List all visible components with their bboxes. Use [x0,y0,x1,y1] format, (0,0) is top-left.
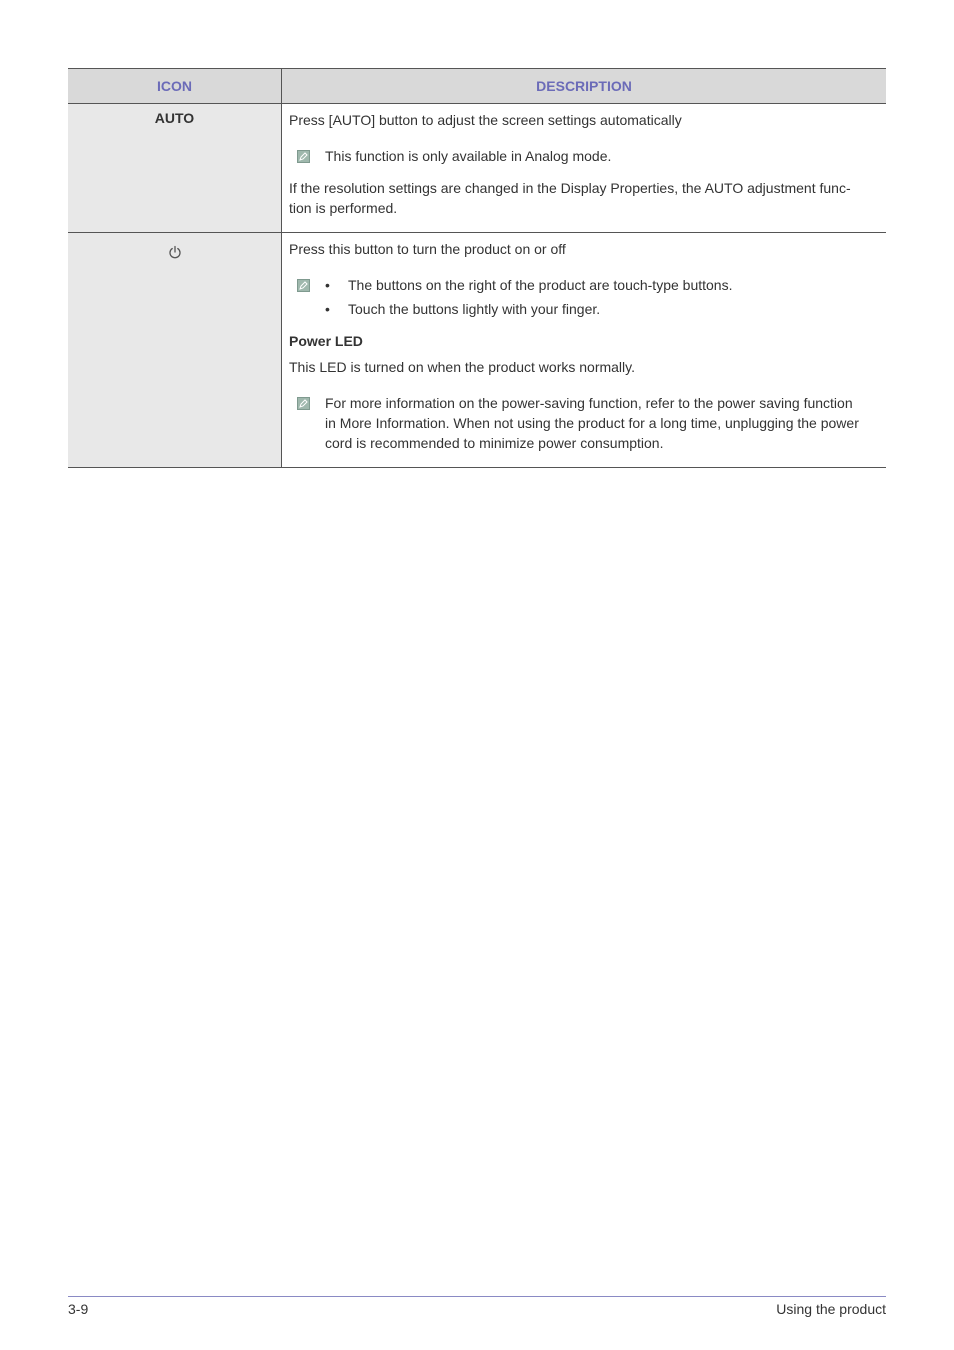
auto-line-2: If the resolution settings are changed in the Display Properties, the AUTO adjustment func- [289,180,851,196]
header-description: DESCRIPTION [282,69,887,104]
icon-description-table [68,68,886,468]
note [289,146,878,166]
note-line-1: For more information on the power-saving function, refer to the power saving function [325,395,853,411]
auto-description-text-2 [289,178,878,218]
power-led-text: This LED is turned on when the product works normally. [289,359,636,375]
bullet-marker: • [325,277,330,293]
note [289,393,878,453]
note-text: This function is only available in Analog mode. [325,148,612,164]
power-icon [168,245,182,262]
bullet-text: The buttons on the right of the product are touch-type buttons. [348,277,733,293]
table-header-row [68,69,886,104]
bullet-marker: • [325,301,330,317]
auto-icon-label: AUTO [68,104,282,233]
table-row [68,233,886,468]
table-row [68,104,886,233]
power-led-heading: Power LED [289,333,363,349]
power-description [282,233,887,468]
bullet-item [289,275,878,295]
note-icon [297,150,310,163]
bullet-item [289,299,878,319]
power-description-text: Press this button to turn the product on or off [289,241,566,257]
note-icon [297,279,310,292]
page-number: 3-9 [68,1301,89,1317]
auto-description [282,104,887,233]
note-icon [297,397,310,410]
auto-description-text: Press [AUTO] button to adjust the screen settings automatically [289,112,682,128]
note-line-3: cord is recommended to minimize power consumption. [325,435,664,451]
footer-divider [68,1296,886,1297]
bullet-text: Touch the buttons lightly with your finger. [348,301,601,317]
header-icon: ICON [68,69,282,104]
note-line-2: in More Information. When not using the product for a long time, unplugging the power [325,415,859,431]
power-icon-cell [68,233,282,468]
footer-section-title: Using the product [776,1301,886,1317]
auto-line-3: tion is performed. [289,200,398,216]
